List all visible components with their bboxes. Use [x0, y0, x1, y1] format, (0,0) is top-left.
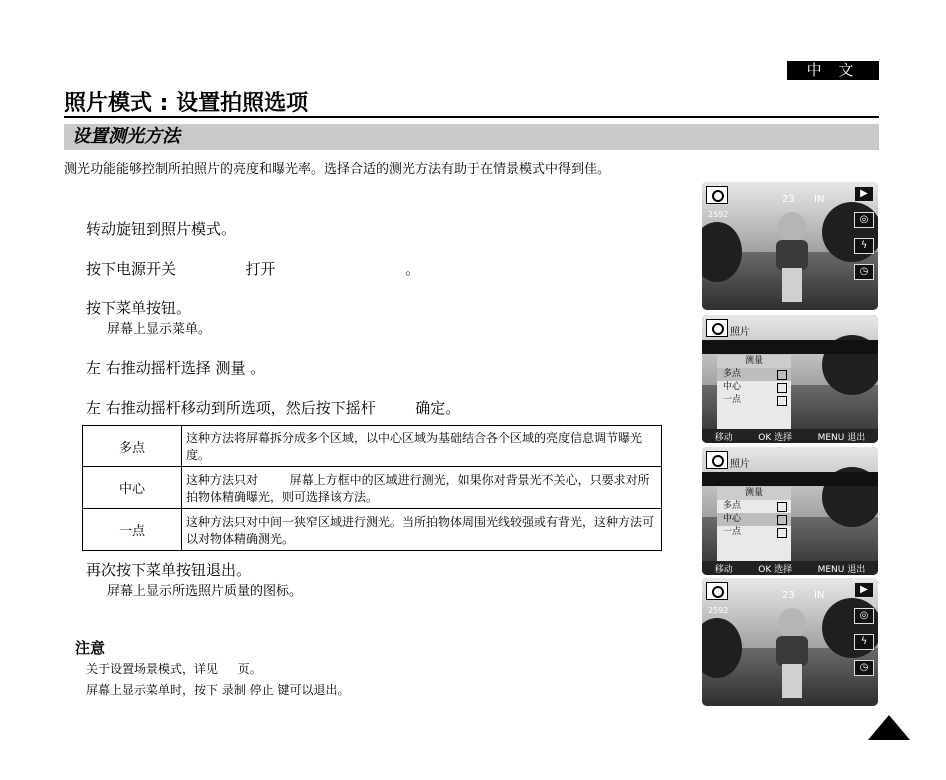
flash-off-icon: ϟ — [854, 634, 874, 650]
title-rule — [64, 116, 879, 118]
metering-name: 中心 — [83, 467, 182, 509]
menu-option[interactable]: 一点 — [717, 526, 791, 539]
camera-screen-2 — [702, 315, 878, 443]
step-4: 左 右推动摇杆选择 测量 。 — [86, 359, 266, 377]
page-title: 照片模式 : 设置拍照选项 — [64, 91, 309, 116]
wb-icon: ◎ — [854, 608, 874, 624]
note-title: 注意 — [75, 639, 106, 657]
camera-screen-4 — [702, 578, 878, 706]
next-page-arrow-icon[interactable] — [868, 715, 910, 740]
menu-footer: 移动 OK 选择 MENU 退出 — [702, 429, 878, 443]
image-size: 2592 — [708, 210, 729, 219]
metering-name: 多点 — [83, 426, 182, 467]
menu-option[interactable]: 中心 — [717, 381, 791, 394]
play-icon: ▶ — [854, 186, 874, 202]
table-row — [83, 509, 662, 551]
step-3-sub: 屏幕上显示菜单。 — [107, 322, 212, 337]
camera-icon — [706, 582, 728, 600]
camera-icon — [706, 186, 728, 204]
camera-icon — [706, 319, 728, 337]
metering-name: 一点 — [83, 509, 182, 551]
menu-strip — [702, 340, 878, 354]
table-row — [83, 426, 662, 467]
table-row — [83, 467, 662, 509]
wb-icon: ◎ — [854, 212, 874, 228]
step-6-sub: 屏幕上显示所选照片质量的图标。 — [107, 584, 303, 599]
subject-child — [772, 212, 812, 302]
timer-icon: ◷ — [854, 660, 874, 676]
step-1: 转动旋钮到照片模式。 — [86, 220, 237, 238]
shot-counter: 23 — [782, 590, 795, 601]
mode-label: 照片 — [730, 459, 750, 470]
metering-menu — [717, 355, 791, 429]
menu-option[interactable]: 一点 — [717, 394, 791, 407]
camera-screen-3 — [702, 447, 878, 575]
menu-strip — [702, 472, 878, 486]
metering-desc: 这种方法只对 屏幕上方框中的区域进行测光，如果你对背景光不关心，只要求对所拍物体精确曝光，则可选择该方法。 — [182, 467, 662, 509]
menu-option[interactable]: 多点 — [717, 500, 791, 513]
flash-off-icon: ϟ — [854, 238, 874, 254]
step-6: 再次按下菜单按钮退出。 — [86, 561, 252, 579]
memory-indicator: IN — [814, 590, 825, 601]
menu-title: 测量 — [717, 487, 791, 500]
timer-icon: ◷ — [854, 264, 874, 280]
section-bar — [64, 124, 879, 150]
metering-desc: 这种方法只对中间一狭窄区域进行测光。当所拍物体周围光线较强或有背光，这种方法可以对物体精确测光。 — [182, 509, 662, 551]
note-item: 屏幕上显示菜单时，按下 录制 停止 键可以退出。 — [86, 683, 350, 697]
play-icon: ▶ — [854, 582, 874, 598]
menu-title: 测量 — [717, 355, 791, 368]
shot-counter: 23 — [782, 194, 795, 205]
note-item: 关于设置场景模式，详见 页。 — [86, 662, 262, 676]
subject-child — [772, 608, 812, 698]
menu-option[interactable]: 中心 — [717, 513, 791, 526]
metering-menu — [717, 487, 791, 561]
camera-icon — [706, 451, 728, 469]
menu-footer: 移动 OK 选择 MENU 退出 — [702, 561, 878, 575]
metering-table — [82, 425, 662, 551]
step-5: 左 右推动摇杆移动到所选项，然后按下摇杆 确定。 — [86, 399, 461, 417]
camera-screen-1 — [702, 182, 878, 310]
memory-indicator: IN — [814, 194, 825, 205]
metering-desc: 这种方法将屏幕拆分成多个区域，以中心区域为基础结合各个区域的亮度信息调节曝光度。 — [182, 426, 662, 467]
menu-option[interactable]: 多点 — [717, 368, 791, 381]
intro-text: 测光功能能够控制所拍照片的亮度和曝光率。选择合适的测光方法有助于在情景模式中得到佳。 — [64, 162, 611, 177]
language-badge: 中 文 — [787, 61, 879, 80]
section-title: 设置测光方法 — [72, 126, 180, 147]
step-2: 按下电源开关 打开 。 — [86, 260, 421, 278]
mode-label: 照片 — [730, 327, 750, 338]
image-size: 2592 — [708, 606, 729, 615]
step-3: 按下菜单按钮。 — [86, 299, 192, 317]
